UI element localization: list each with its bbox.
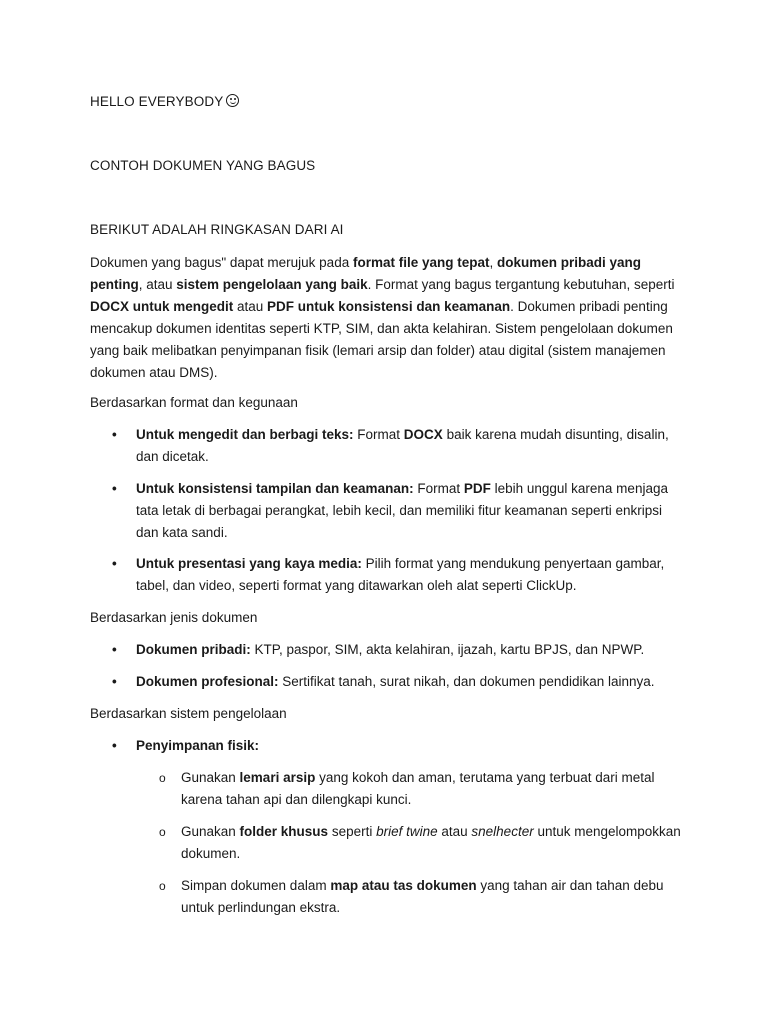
section-heading-type: Berdasarkan jenis dokumen — [90, 610, 258, 625]
item-text: yang kokoh dan aman, terutama yang terbuat dari metal karena tahan api dan dilengkapi kunci. — [181, 770, 655, 807]
intro-text: Dokumen yang bagus" dapat merujuk pada — [90, 255, 353, 270]
item-italic: brief twine — [376, 824, 438, 839]
intro-text: . Dokumen pribadi penting mencakup dokumen identitas seperti KTP, SIM, dan akta kelahiran. Sistem pengelolaan dokumen yang baik melibatkan penyimpanan fisik (lemari arsip dan folder) atau digital (sistem manajemen dokumen atau DMS). — [90, 299, 673, 380]
item-text: yang tahan air dan tahan debu untuk perlindungan ekstra. — [181, 878, 664, 915]
list-item — [136, 639, 684, 661]
item-label: Dokumen pribadi: — [136, 642, 251, 657]
item-text: baik karena mudah disunting, disalin, dan dicetak. — [136, 427, 669, 464]
sublist-item — [181, 821, 681, 865]
item-label: Dokumen profesional: — [136, 674, 279, 689]
sublist-item — [181, 875, 681, 919]
intro-paragraph — [90, 252, 680, 384]
item-text: Format — [413, 481, 464, 496]
item-text: Gunakan — [181, 770, 240, 785]
list-item — [136, 478, 684, 544]
intro-text: . Format yang bagus tergantung kebutuhan, seperti — [367, 277, 675, 292]
list-item — [136, 735, 684, 757]
summary-heading: BERIKUT ADALAH RINGKASAN DARI AI — [90, 222, 344, 237]
item-italic: snelhecter — [471, 824, 534, 839]
intro-text: , — [489, 255, 498, 270]
list-item — [136, 553, 684, 597]
intro-bold: format file yang tepat — [352, 255, 490, 270]
item-text: untuk mengelompokkan dokumen. — [181, 824, 681, 861]
item-text: Pilih format yang mendukung penyertaan gambar, tabel, dan video, seperti format yang ditawarkan oleh alat seperti ClickUp. — [136, 556, 665, 593]
intro-text: , atau — [138, 277, 177, 292]
item-text: Simpan dokumen dalam — [181, 878, 331, 893]
item-label: Untuk mengedit dan berbagi teks: — [136, 427, 354, 442]
intro-bold: DOCX untuk mengedit — [90, 299, 234, 314]
item-label: Untuk presentasi yang kaya media: — [136, 556, 362, 571]
item-bold: map atau tas dokumen — [330, 878, 477, 893]
smiling-face-icon — [226, 94, 239, 107]
greeting-line — [90, 91, 680, 113]
item-text: lebih unggul karena menjaga tata letak di berbagai perangkat, lebih kecil, dan memiliki fitur keamanan seperti enkripsi dan kata sandi. — [136, 481, 668, 540]
intro-bold: sistem pengelolaan yang baik — [176, 277, 368, 292]
document-title: CONTOH DOKUMEN YANG BAGUS — [90, 158, 316, 173]
intro-text: atau — [233, 299, 268, 314]
sublist-item — [181, 767, 681, 811]
item-bold: PDF — [463, 481, 491, 496]
item-bold: DOCX — [403, 427, 443, 442]
intro-bold: PDF untuk konsistensi dan keamanan — [267, 299, 511, 314]
item-bold: folder khusus — [239, 824, 329, 839]
item-text: Format — [353, 427, 404, 442]
list-item — [136, 424, 684, 468]
item-label: Untuk konsistensi tampilan dan keamanan: — [136, 481, 414, 496]
item-text: atau — [437, 824, 472, 839]
item-bold: lemari arsip — [239, 770, 316, 785]
greeting-text: HELLO EVERYBODY — [90, 94, 224, 109]
item-text: seperti — [328, 824, 377, 839]
list-item — [136, 671, 684, 693]
intro-bold: dokumen pribadi yang penting — [90, 255, 642, 292]
item-text: Gunakan — [181, 824, 240, 839]
item-label: Penyimpanan fisik: — [136, 738, 260, 753]
section-heading-system: Berdasarkan sistem pengelolaan — [90, 706, 287, 721]
item-text: KTP, paspor, SIM, akta kelahiran, ijazah, kartu BPJS, dan NPWP. — [250, 642, 645, 657]
section-heading-format: Berdasarkan format dan kegunaan — [90, 395, 298, 410]
item-text: Sertifikat tanah, surat nikah, dan dokumen pendidikan lainnya. — [278, 674, 655, 689]
